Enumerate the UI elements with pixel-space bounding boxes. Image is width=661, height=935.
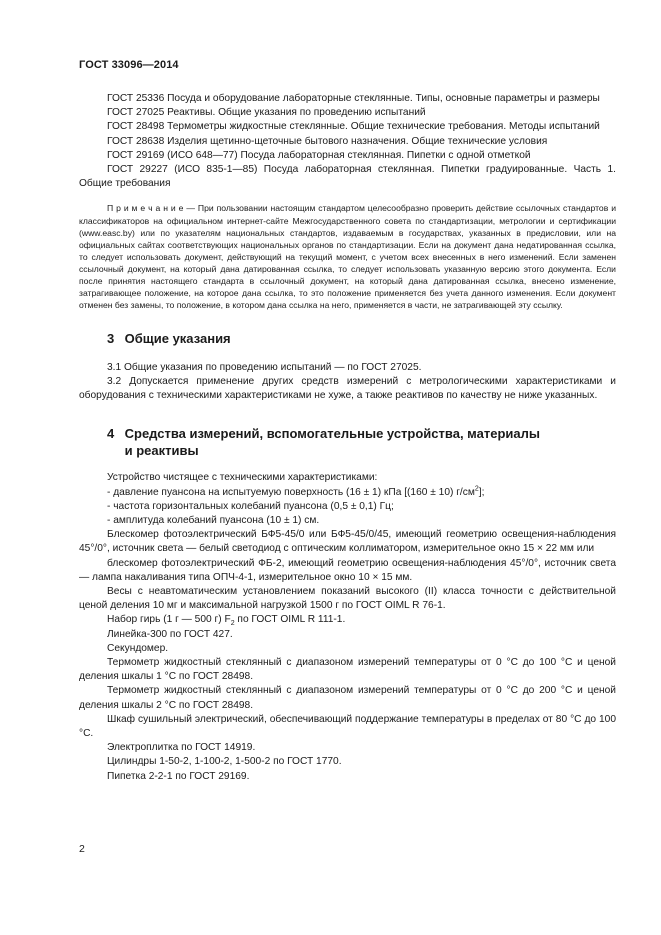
pipette: Пипетка 2-2-1 по ГОСТ 29169. (107, 770, 250, 782)
note-paragraph (79, 202, 616, 311)
glossmeter-1: Блескомер фотоэлектрический БФ5-45/0 или БФ5-45/0/45, имеющий геометрию освещения-наблюдения 45°/0°, источник света — белый светодиод с оптическим коллиматором, измерительное окно 15 × 22 мм или (79, 529, 616, 555)
reference-item: ГОСТ 29169 (ИСО 648—77) Посуда лабораторная стеклянная. Пипетки с одной отметкой (107, 149, 531, 161)
device-intro: Устройство чистящее с техническими характеристиками: (107, 472, 378, 484)
references-list (79, 92, 616, 191)
weights-text: Набор гирь (1 г — 500 г) F (107, 614, 231, 626)
hotplate: Электроплитка по ГОСТ 14919. (107, 742, 256, 754)
note-label: П р и м е ч а н и е (107, 203, 184, 214)
pressure-spec (79, 486, 616, 500)
weights-suffix: по ГОСТ OIML R 111-1. (234, 614, 346, 626)
reference-item: ГОСТ 29227 (ИСО 835-1—85) Посуда лабораторная стеклянная. Пипетки градуированные. Часть 1. Общие требования (79, 164, 616, 190)
page-content (79, 92, 616, 784)
note-text: — При пользовании настоящим стандартом целесообразно проверить действие ссылочных стандартов и классификаторов на официальном интернет-сайте Межгосударственного совета по стандартизации, метрологии и сертификации (www.easc.by) или по указателям национальных стандартов, издаваемым в государствах, указанных в предисловии, или на официальных сайтах соответствующих национальных органов по стандартизации. Если на документ дана недатированная ссылка, то следует использовать документ, действующий на текущий момент, с учетом всех внесенных в него изменений. Если заменен ссылочный документ, на который дана датированная ссылка, то следует использовать указанную версию этого документа. Если после принятия настоящего стандарта в ссылочный документ, на который дана датированная ссылка, внесено изменение, затрагивающее положение, на которое дана ссылка, то это положение применяется без учета данного изменения. Если документ отменен без замены, то положение, в котором дана ссылка на него, применяется в части, не затрагивающей эту ссылку. (79, 203, 617, 311)
section-3-number: 3 (107, 331, 115, 347)
document-header: ГОСТ 33096—2014 (79, 59, 179, 71)
thermometer-2: Термометр жидкостный стеклянный с диапазоном измерений температуры от 0 °С до 200 °С и ценой деления шкалы 2 °С по ГОСТ 28498. (79, 685, 616, 711)
drying-oven: Шкаф сушильный электрический, обеспечивающий поддержание температуры в пределах от 80 °С до 100 °С. (79, 713, 616, 740)
scales: Весы с неавтоматическим установлением показаний высокого (II) класса точности с действительной ценой деления 10 мг и максимальной нагрузкой 1500 г по ГОСТ OIML R 76-1. (79, 586, 616, 612)
cylinders: Цилиндры 1-50-2, 1-100-2, 1-500-2 по ГОСТ 1770. (107, 756, 342, 768)
reference-item: ГОСТ 25336 Посуда и оборудование лабораторные стеклянные. Типы, основные параметры и размеры (107, 93, 600, 104)
amplitude-spec: - амплитуда колебаний пуансона (10 ± 1) см. (107, 514, 320, 526)
section-4-heading (79, 426, 616, 459)
thermometer-1: Термометр жидкостный стеклянный с диапазоном измерений температуры от 0 °С до 100 °С и ценой деления шкалы 1 °С по ГОСТ 28498. (79, 657, 616, 683)
page-number: 2 (79, 843, 85, 855)
pressure-suffix: ]; (478, 486, 485, 498)
reference-item: ГОСТ 27025 Реактивы. Общие указания по проведению испытаний (107, 107, 426, 119)
frequency-spec: - частота горизонтальных колебаний пуансона (0,5 ± 0,1) Гц; (107, 500, 394, 512)
ruler: Линейка-300 по ГОСТ 427. (107, 628, 233, 640)
reference-item: ГОСТ 28498 Термометры жидкостные стеклянные. Общие технические требования. Методы испытаний (107, 121, 600, 133)
paragraph-3-2: 3.2 Допускается применение других средств измерений с метрологическими характеристиками и оборудования с техническими характеристиками не хуже, а также реактивов по качеству не ниже указанных. (79, 375, 616, 402)
paragraph-3-1: 3.1 Общие указания по проведению испытаний — по ГОСТ 27025. (107, 361, 422, 373)
section-3-title: Общие указания (124, 331, 231, 347)
section-4-title-line2: и реактивы (124, 442, 199, 458)
stopwatch: Секундомер. (107, 642, 169, 654)
reference-item: ГОСТ 28638 Изделия щетинно-щеточные бытового назначения. Общие технические условия (107, 135, 548, 147)
weights-class-subscript: 2 (230, 620, 235, 628)
glossmeter-2: блескомер фотоэлектрический ФБ-2, имеющий геометрию освещения-наблюдения 45°/0°, источник света — лампа накаливания типа ОПЧ-4-1, измерительное окно 10 × 15 мм. (79, 557, 616, 583)
pressure-unit-exponent: 2 (474, 485, 479, 493)
section-3-heading (79, 331, 616, 348)
section-4-title-line1: Средства измерений, вспомогательные устройства, материалы (124, 426, 540, 442)
section-4-number: 4 (107, 426, 115, 442)
pressure-text: - давление пуансона на испытуемую поверхность (16 ± 1) кПа [(160 ± 10) г/см (107, 486, 475, 498)
weights-set (79, 613, 616, 627)
